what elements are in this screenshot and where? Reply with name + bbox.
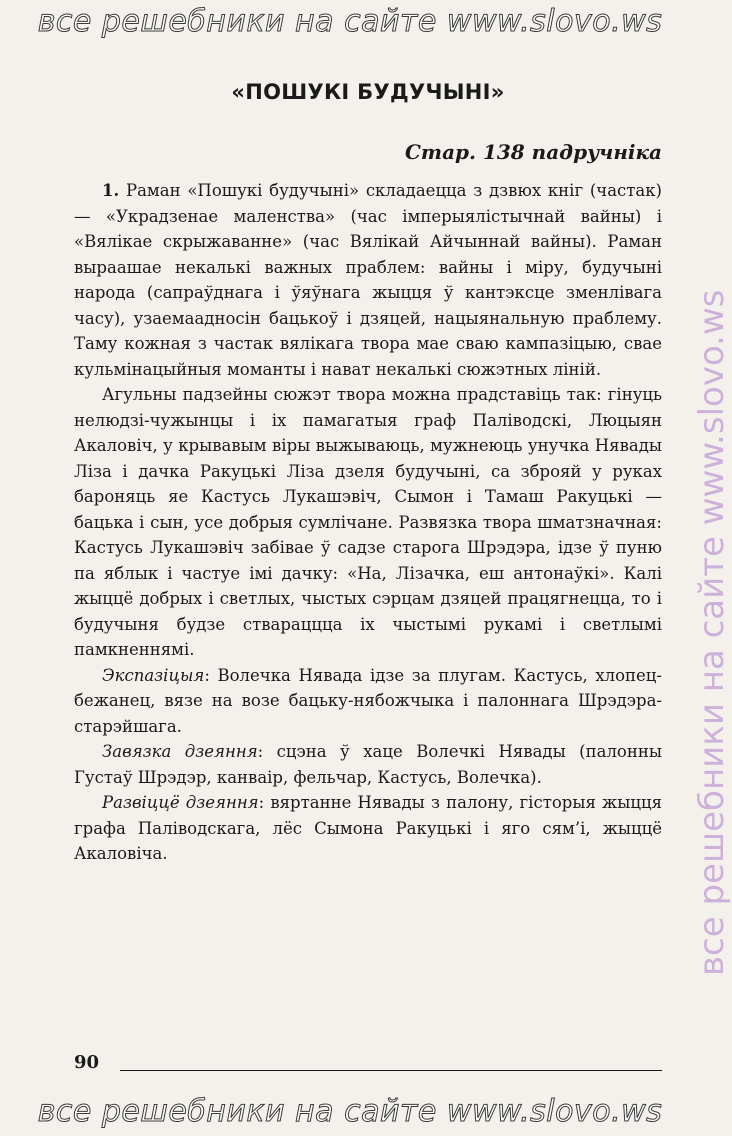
term-exposition: Экспазіцыя [102,665,205,685]
side-watermark-text: все решебники на сайте www.slovo.ws [692,289,732,976]
footer-rule [120,1070,662,1071]
term-development: Развіццё дзеяння [102,793,259,812]
plot-start-text: : сцэна ў хаце Волечкі Нявады (палонны Густаў Шрэдэр, канваір, фельчар, Кастусь, Волечка). [74,742,662,787]
term-plot-start: Завязка дзеяння [102,742,258,761]
paragraph-exposition [74,663,662,740]
paragraph-1 [74,178,662,382]
page-footer [74,1050,662,1080]
page-subtitle: Стар. 138 падручніка [405,140,662,164]
development-text: : вяртанне Нявады з палону, гісторыя жыцця графа Паліводскага, лёс Сымона Ракуцькі і яго сям’і, жыццё Акаловіча. [74,793,662,863]
page-title: «ПОШУКІ БУДУЧЫНІ» [231,80,505,104]
page-number: 90 [74,1052,100,1073]
watermark-top: все решебники на сайте www.slovo.ws [37,4,663,39]
page-content [74,80,662,867]
paragraph-2: Агульны падзейны сюжэт твора можна прадставіць так: гінуць нелюдзі-чужынцы і іх памагатыя граф Паліводскі, Люцыян Акаловіч, у крывавым віры выжываюць, мужнеюць унучка Нявады Ліза і дачка Ракуцькі Ліза дзеля будучыні, са зброяй у руках бароняць яе Кастусь Лукашэвіч, Сымон і Тамаш Ракуцькі — бацька і сын, усе добрыя сумлічане. Развязка твора шматзначная: Кастусь Лукашэвіч забівае ў садзе старога Шрэдэра, ідзе ў пуню па яблык і частуе імі дачку: «На, Лізачка, еш антонаўкі». Калі жыццё добрых і светлых, чыстых сэрцам дзяцей працягнецца, то і будучыня будзе ствараццца іх чыстымі рукамі і светлымі памкненнямі. [74,385,662,659]
paragraph-1-number: 1. [102,181,120,200]
paragraph-1-text: Раман «Пошукі будучыні» складаецца з дзвюх кніг (частак) — «Украдзенае маленства» (час імперыялістычнай вайны) і «Вялікае скрыжаванне» (час Вялікай Айчыннай вайны). Раман выраашае некалькі важных праблем: вайны і міру, будучыні народа (сапраўднага і ўяўнага жыцця ў кантэксце зменлівага часу), узаемаадносін бацькоў і дзяцей, нацыянальную праблему. Таму кожная з частак вялікага твора мае сваю кампазіцыю, свае кульмінацыйныя моманты і нават некалькі сюжэтных ліній. [74,181,662,379]
paragraph-development [74,790,662,867]
exposition-text: : Волечка Нявада ідзе за плугам. Кастусь, хлопец-бежанец, вязе на возе бацьку-нябожчыка і палоннага Шрэдэра-старэйшага. [74,665,662,736]
paragraph-plot-start [74,739,662,790]
watermark-bottom: все решебники на сайте www.slovo.ws [37,1094,663,1129]
